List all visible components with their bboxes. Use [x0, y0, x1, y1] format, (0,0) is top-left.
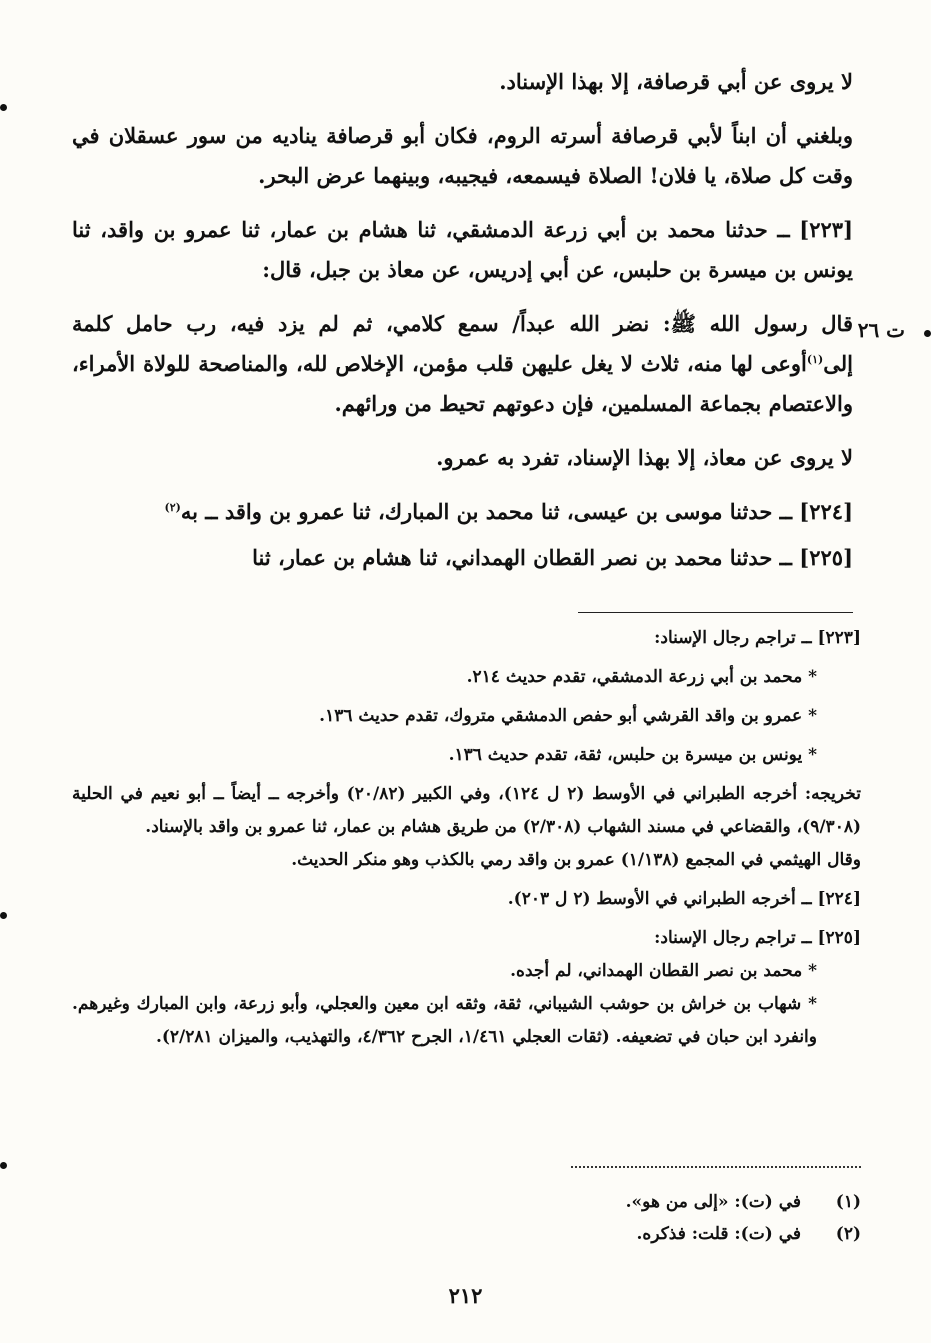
note-item: * شهاب بن خراش بن حوشب الشيباني، ثقة، وثقه ابن معين والعجلي، وأبو زرعة، وابن المبارك وغيرهم. وانفرد ابن حبان في تضعيفه. (ثقات العجلي ١/٤٦١، الجرح ٤/٣٦٢، والتهذيب، والميزان ٢/٢٨١).	[72, 994, 817, 1047]
margin-manuscript-ref: ت ٢٦	[857, 318, 905, 342]
matn-part-b: أوعى لها منه، ثلاث لا يغل عليهن قلب مؤمن، الإخلاص لله، والمناصحة للولاة الأمراء، والاعتصام بجماعة المسلمين، فإن دعوتهم تحيط من ورائهم.	[72, 351, 853, 416]
note-225-heading: [٢٢٥] ــ تراجم رجال الإسناد:	[654, 928, 861, 948]
takhrij-note: تخريجه: أخرجه الطبراني في الأوسط (٢ ل ١٢٤)، وفي الكبير (٢٠/٨٢) وأخرجه ــ أيضاً ــ أبو نعيم في الحلية (٩/٣٠٨)، والقضاعي في مسند الشهاب (٢/٣٠٨) من طريق هشام بن عمار، ثنا عمرو بن واقد بالإسناد.	[72, 784, 862, 837]
note-item: * عمرو بن واقد القرشي أبو حفص الدمشقي متروك، تقدم حديث ١٣٦.	[319, 706, 817, 726]
footnote-text: في (ت): «إلى من هو».	[625, 1192, 801, 1212]
haythami-note: وقال الهيثمي في المجمع (١/١٣٨) عمرو بن واقد رمي بالكذب وهو منكر الحديث.	[291, 850, 861, 870]
scan-mark	[0, 912, 7, 919]
note-item: * محمد بن أبي زرعة الدمشقي، تقدم حديث ٢١٤.	[466, 667, 817, 687]
scan-mark	[924, 330, 931, 337]
hadith-223-isnad: [٢٢٣] ــ حدثنا محمد بن أبي زرعة الدمشقي، ثنا هشام بن عمار، ثنا عمرو بن واقد، ثنا يونس بن ميسرة بن حلبس، عن أبي إدريس، عن معاذ بن جبل، قال:	[72, 217, 853, 282]
hadith-224	[72, 492, 853, 532]
note-223-heading: [٢٢٣] ــ تراجم رجال الإسناد:	[654, 628, 861, 648]
matn-part-a: قال رسول الله ﷺ: نضر الله عبداً/ سمع كلامي، ثم لم يزد فيه، رب حامل كلمة إلى	[72, 311, 853, 376]
notes-divider	[578, 612, 853, 613]
footnote-ref-1: (١)	[806, 353, 824, 366]
main-text	[72, 62, 853, 592]
hadith-225: [٢٢٥] ــ حدثنا محمد بن نصر القطان الهمداني، ثنا هشام بن عمار، ثنا	[252, 545, 853, 570]
scan-mark	[0, 104, 7, 111]
note-item: * محمد بن نصر القطان الهمداني، لم أجده.	[510, 961, 817, 981]
hadith-223-matn	[72, 304, 853, 424]
hadith-224-text: [٢٢٤] ــ حدثنا موسى بن عيسى، ثنا محمد بن المبارك، ثنا عمرو بن واقد ــ به	[180, 499, 853, 524]
scan-mark	[0, 1162, 7, 1169]
footnote-ref-2: (٢)	[164, 501, 181, 514]
footnote-text: في (ت): قلت: فذكره.	[636, 1224, 801, 1244]
paragraph: لا يروى عن أبي قرصافة، إلا بهذا الإسناد.	[499, 69, 853, 94]
paragraph: وبلغني أن ابناً لأبي قرصافة أسرته الروم، فكان أبو قرصافة يناديه من سور عسقلان في وقت كل صلاة، يا فلان! الصلاة فيسمعه، فيجيبه، وبينهما عرض البحر.	[72, 123, 853, 188]
commentary	[72, 622, 861, 1060]
footnote-2	[72, 1218, 861, 1250]
note-item: * يونس بن ميسرة بن حلبس، ثقة، تقدم حديث ١٣٦.	[448, 745, 817, 765]
note-224: [٢٢٤] ــ أخرجه الطبراني في الأوسط (٢ ل ٢٠٣).	[507, 889, 861, 909]
footnote-1	[72, 1186, 861, 1218]
footnote-number: (٢)	[835, 1224, 861, 1244]
footnotes	[72, 1186, 861, 1250]
footnotes-divider	[571, 1166, 861, 1168]
page-number: ٢١٢	[448, 1283, 483, 1308]
paragraph: لا يروى عن معاذ، إلا بهذا الإسناد، تفرد به عمرو.	[436, 445, 853, 470]
footnote-number: (١)	[835, 1192, 861, 1212]
